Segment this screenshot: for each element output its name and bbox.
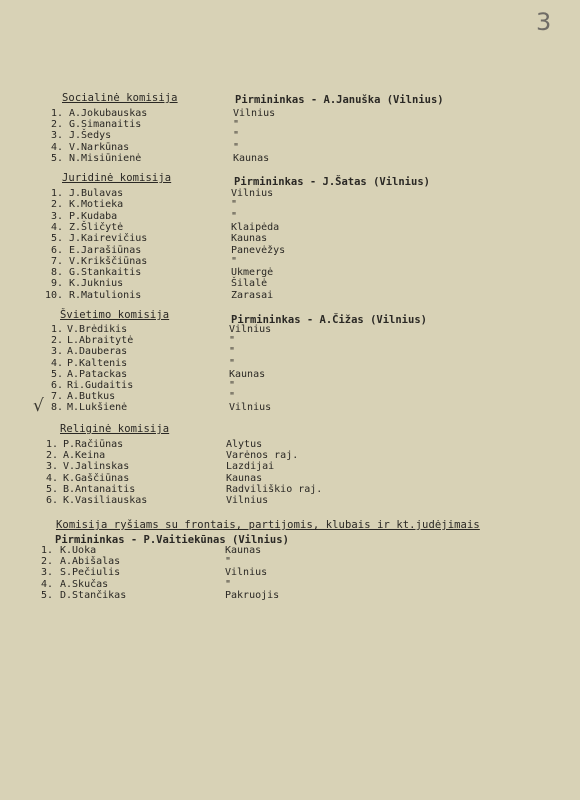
committee-chair: Pirmininkas - A.Čižas (Vilnius) xyxy=(231,314,427,326)
member-number: 10. xyxy=(44,289,63,301)
member-name: E.Jarašiūnas xyxy=(69,244,142,256)
member-name: V.Brėdikis xyxy=(67,324,128,335)
page-number: 3 xyxy=(536,8,552,36)
member-city: " xyxy=(233,130,240,142)
member-number: 7. xyxy=(50,391,63,403)
member-row xyxy=(0,130,580,142)
member-number: 6. xyxy=(45,495,58,506)
member-row xyxy=(0,380,580,392)
member-row xyxy=(0,278,580,290)
member-row xyxy=(0,211,580,223)
member-name: V.Krikščiūnas xyxy=(69,255,148,267)
member-row xyxy=(0,346,580,358)
member-number: 8. xyxy=(50,267,63,279)
member-name: Z.Šličytė xyxy=(69,221,124,233)
member-row xyxy=(0,567,580,579)
member-number: 3. xyxy=(50,130,63,142)
member-name: A.Keina xyxy=(63,450,106,462)
member-number: 3. xyxy=(50,346,63,358)
member-name: P.Kudaba xyxy=(69,210,118,222)
member-city: Lazdijai xyxy=(226,461,275,473)
member-city: Kaunas xyxy=(233,152,270,164)
member-number: 4. xyxy=(45,472,58,484)
member-city: Zarasai xyxy=(231,289,274,301)
member-name: K.Uoka xyxy=(60,545,97,556)
member-city: " xyxy=(229,357,236,369)
member-city: Vilnius xyxy=(226,495,269,506)
member-city: Klaipėda xyxy=(231,221,280,233)
member-row xyxy=(0,108,580,120)
member-number: 3. xyxy=(40,567,53,579)
member-city: Radviliškio raj. xyxy=(226,483,323,495)
member-number: 8. xyxy=(50,402,63,414)
member-number: 3. xyxy=(50,210,63,222)
member-number: 1. xyxy=(50,188,63,199)
member-name: J.Bulavas xyxy=(69,188,124,199)
member-row xyxy=(0,188,580,200)
member-city: Vilnius xyxy=(225,567,268,579)
member-number: 1. xyxy=(50,324,63,335)
member-number: 5. xyxy=(50,368,63,380)
member-row xyxy=(0,495,580,507)
committee-title: Švietimo komisija xyxy=(60,309,170,321)
member-city: " xyxy=(229,335,236,347)
member-row xyxy=(0,450,580,462)
member-city: Kaunas xyxy=(231,233,268,245)
member-number: 1. xyxy=(40,545,53,556)
committee-title: Religinė komisija xyxy=(60,423,170,435)
member-number: 5. xyxy=(40,589,53,601)
member-row xyxy=(0,461,580,473)
member-city: Alytus xyxy=(226,439,263,450)
member-number: 2. xyxy=(50,119,63,131)
member-number: 5. xyxy=(45,483,58,495)
member-name: A.Skučas xyxy=(60,578,109,590)
member-number: 1. xyxy=(50,108,63,119)
member-row xyxy=(0,473,580,485)
committee-chair: Pirmininkas - P.Vaitiekūnas (Vilnius) xyxy=(55,534,289,546)
member-row xyxy=(0,290,580,302)
member-row xyxy=(0,142,580,154)
member-name: N.Misiūnienė xyxy=(69,152,142,164)
member-row xyxy=(0,245,580,257)
member-city: Varėnos raj. xyxy=(226,450,299,462)
member-number: 7. xyxy=(50,255,63,267)
member-number: 5. xyxy=(50,152,63,164)
member-number: 6. xyxy=(50,244,63,256)
member-name: J.Kairevičius xyxy=(69,233,148,245)
member-name: B.Antanaitis xyxy=(63,483,136,495)
member-number: 2. xyxy=(50,199,63,211)
member-name: Ri.Gudaitis xyxy=(67,380,134,391)
checkmark-mark: √ xyxy=(33,396,44,416)
member-name: V.Jalinskas xyxy=(63,461,130,473)
member-city: " xyxy=(225,578,232,590)
member-number: 9. xyxy=(50,278,63,290)
member-name: A.Butkus xyxy=(67,391,116,403)
member-number: 4. xyxy=(50,221,63,233)
member-row xyxy=(0,579,580,591)
member-number: 2. xyxy=(45,450,58,462)
member-city: Šilalė xyxy=(231,278,268,290)
member-row xyxy=(0,153,580,165)
member-city: Vilnius xyxy=(233,108,276,119)
member-name: A.Jokubauskas xyxy=(69,108,148,119)
member-city: " xyxy=(233,119,240,131)
member-city: Ukmergė xyxy=(231,267,274,279)
member-city: " xyxy=(225,556,232,568)
member-name: D.Stančikas xyxy=(60,589,127,601)
member-name: K.Gaščiūnas xyxy=(63,472,130,484)
member-name: L.Abraitytė xyxy=(67,335,134,347)
member-city: Kaunas xyxy=(229,368,266,380)
member-row xyxy=(0,233,580,245)
committee-chair: Pirmininkas - J.Šatas (Vilnius) xyxy=(234,176,430,188)
member-name: M.Lukšienė xyxy=(67,402,128,414)
member-row xyxy=(0,590,580,602)
member-number: 6. xyxy=(50,380,63,391)
member-row xyxy=(0,358,580,370)
member-city: " xyxy=(231,255,238,267)
member-number: 1. xyxy=(45,439,58,450)
member-row xyxy=(0,335,580,347)
member-number: 4. xyxy=(40,578,53,590)
member-name: K.Vasiliauskas xyxy=(63,495,148,506)
member-name: G.Simanaitis xyxy=(69,119,142,131)
member-name: V.Narkūnas xyxy=(69,141,130,153)
member-number: 4. xyxy=(50,141,63,153)
committee-title: Socialinė komisija xyxy=(62,92,178,104)
member-name: G.Stankaitis xyxy=(69,267,142,279)
member-number: 5. xyxy=(50,233,63,245)
member-name: K.Motieka xyxy=(69,199,124,211)
member-name: J.Šedys xyxy=(69,130,112,142)
member-row xyxy=(0,402,580,414)
member-name: A.Dauberas xyxy=(67,346,128,358)
member-row xyxy=(0,439,580,451)
member-name: A.Patackas xyxy=(67,368,128,380)
member-city: Vilnius xyxy=(229,402,272,414)
member-number: 2. xyxy=(40,556,53,568)
member-name: R.Matulionis xyxy=(69,289,142,301)
member-row xyxy=(0,267,580,279)
member-city: " xyxy=(231,199,238,211)
member-city: " xyxy=(229,380,236,391)
member-number: 3. xyxy=(45,461,58,473)
member-row xyxy=(0,369,580,381)
member-number: 2. xyxy=(50,335,63,347)
member-name: P.Kaltenis xyxy=(67,357,128,369)
member-row xyxy=(0,199,580,211)
member-row xyxy=(0,256,580,268)
member-name: A.Abišalas xyxy=(60,556,121,568)
member-city: Kaunas xyxy=(226,472,263,484)
member-city: Vilnius xyxy=(229,324,272,335)
member-row xyxy=(0,484,580,496)
member-name: K.Juknius xyxy=(69,278,124,290)
member-row xyxy=(0,324,580,336)
member-city: " xyxy=(229,391,236,403)
member-city: Kaunas xyxy=(225,545,262,556)
member-number: 4. xyxy=(50,357,63,369)
member-city: Pakruojis xyxy=(225,589,280,601)
committee-title: Komisija ryšiams su frontais, partijomis, klubais ir kt.judėjimais xyxy=(56,519,480,531)
committee-title: Juridinė komisija xyxy=(62,172,172,184)
member-city: " xyxy=(229,346,236,358)
member-city: " xyxy=(231,210,238,222)
member-name: P.Račiūnas xyxy=(63,439,124,450)
member-city: " xyxy=(233,141,240,153)
member-city: Panevėžys xyxy=(231,244,286,256)
committee-chair: Pirmininkas - A.Januška (Vilnius) xyxy=(235,94,444,106)
member-name: S.Pečiulis xyxy=(60,567,121,579)
member-city: Vilnius xyxy=(231,188,274,199)
